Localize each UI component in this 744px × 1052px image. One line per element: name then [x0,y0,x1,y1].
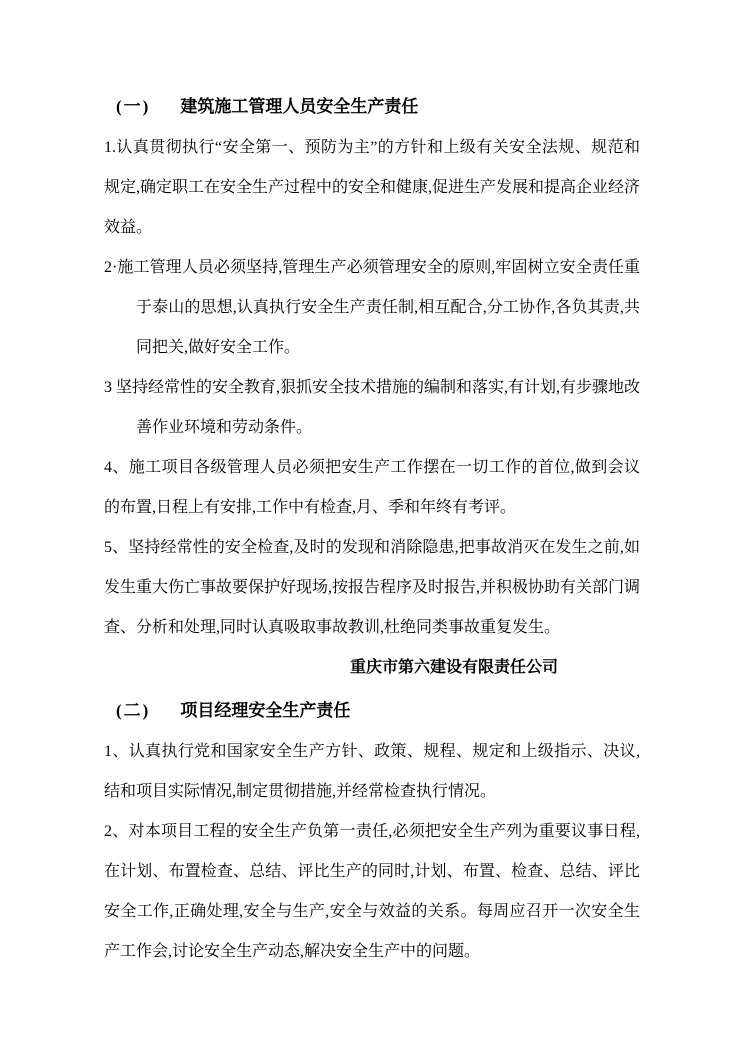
section-2-paragraph-2: 2、对本项目工程的安全生产负第一责任,必须把安全生产列为重要议事日程,在计划、布置检查、总结、评比生产的同时,计划、布置、检查、总结、评比安全工作,正确处理,安全与生产,安全与效益的关系。每周应召开一次安全生产工作会,讨论安全生产动态,解决安全生产中的问题。 [104,823,640,960]
section-1-paragraph-1: 1.认真贯彻执行“安全第一、预防为主”的方针和上级有关安全法规、规范和规定,确定职工在安全生产过程中的安全和健康,促进生产发展和提高企业经济效益。 [104,139,641,236]
section-1-paragraph-3: 3 坚持经常性的安全教育,狠抓安全技术措施的编制和落实,有计划,有步骤地改善作业环境和劳动条件。 [104,379,641,436]
section-2-heading-title: 项目经理安全生产责任 [180,701,351,720]
company-signature: 重庆市第六建设有限责任公司 [350,659,559,676]
section-1-heading [116,86,640,128]
section-1-paragraph-4: 4、施工项目各级管理人员必须把安生产工作摆在一切工作的首位,做到会议的布置,日程上有安排,工作中有检查,月、季和年终有考评。 [104,459,640,516]
section-1-heading-number: (一) [116,97,151,116]
section-2-heading [116,690,640,732]
section-2-heading-number: (二) [116,701,151,720]
section-1-paragraph-2: 2·施工管理人员必须坚持,管理生产必须管理安全的原则,牢固树立安全责任重于泰山的思想,认真执行安全生产责任制,相互配合,分工协作,各负其责,共同把关,做好安全工作。 [104,259,640,356]
section-1-heading-title: 建筑施工管理人员安全生产责任 [180,97,419,116]
section-1-paragraph-5: 5、坚持经常性的安全检查,及时的发现和消除隐患,把事故消灭在发生之前,如发生重大伤亡事故要保护好现场,按报告程序及时报告,并积极协助有关部门调查、分析和处理,同时认真吸取事故教训,杜绝同类事故重复发生。 [104,539,641,636]
section-2-paragraph-1: 1、认真执行党和国家安全生产方针、政策、规程、规定和上级指示、决议,结和项目实际情况,制定贯彻措施,并经常检查执行情况。 [104,743,640,800]
